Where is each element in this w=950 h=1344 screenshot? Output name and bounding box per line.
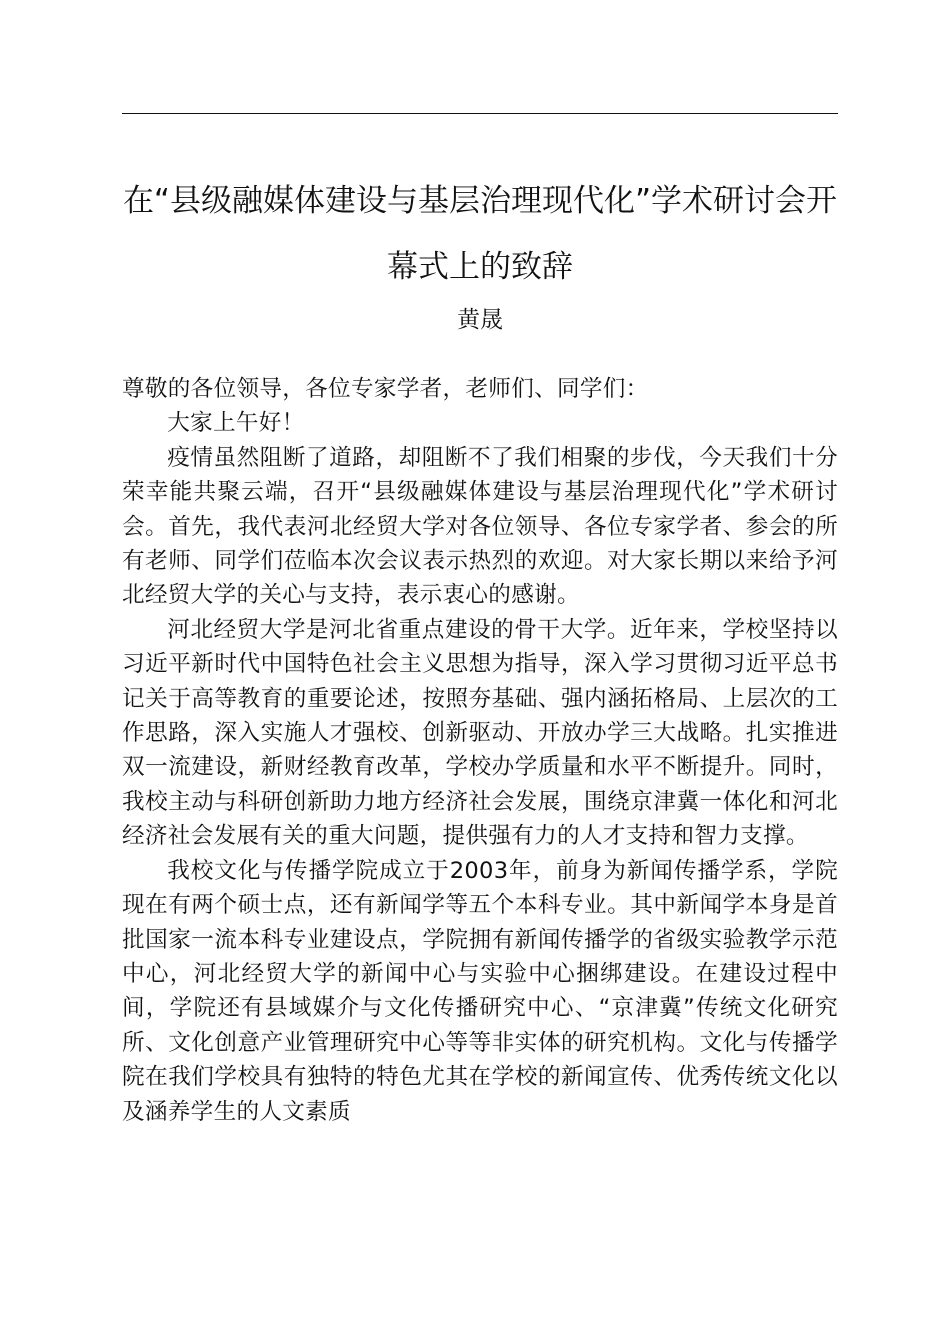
paragraph-college: 我校文化与传播学院成立于2003年，前身为新闻传播学系，学院现在有两个硕士点，还有新闻学等五个本科专业。其中新闻学本身是首批国家一流本科专业建设点，学院拥有新闻传播学的省级实验教学示范中心，河北经贸大学的新闻中心与实验中心捆绑建设。在建设过程中间，学院还有县域媒介与文化传播研究中心、“京津冀”传统文化研究所、文化创意产业管理研究中心等等非实体的研究机构。文化与传播学院在我们学校具有独特的特色尤其在学校的新闻宣传、优秀传统文化以及涵养学生的人文素质 <box>122 857 838 1125</box>
paragraph-welcome: 疫情虽然阻断了道路，却阻断不了我们相聚的步伐，今天我们十分荣幸能共聚云端，召开“县级融媒体建设与基层治理现代化”学术研讨会。首先，我代表河北经贸大学对各位领导、各位专家学者、参会的所有老师、同学们莅临本次会议表示热烈的欢迎。对大家长期以来给予河北经贸大学的关心与支持，表示衷心的感谢。 <box>122 444 838 609</box>
author-name: 黄晟 <box>457 307 503 333</box>
document-body <box>122 372 838 1129</box>
paragraph-greeting: 大家上午好！ <box>167 410 305 437</box>
header-rule <box>122 113 838 114</box>
salutation: 尊敬的各位领导，各位专家学者，老师们、同学们： <box>122 376 649 402</box>
paragraph-university: 河北经贸大学是河北省重点建设的骨干大学。近年来，学校坚持以习近平新时代中国特色社会主义思想为指导，深入学习贯彻习近平总书记关于高等教育的重要论述，按照夯基础、强内涵拓格局、上层次的工作思路，深入实施人才强校、创新驱动、开放办学三大战略。扎实推进双一流建设，新财经教育改革，学校办学质量和水平不断提升。同时，我校主动与科研创新助力地方经济社会发展，围绕京津冀一体化和河北经济社会发展有关的重大问题，提供强有力的人才支持和智力支撑。 <box>122 616 838 850</box>
document-title: 在“县级融媒体建设与基层治理现代化”学术研讨会开幕式上的致辞 <box>122 183 838 285</box>
